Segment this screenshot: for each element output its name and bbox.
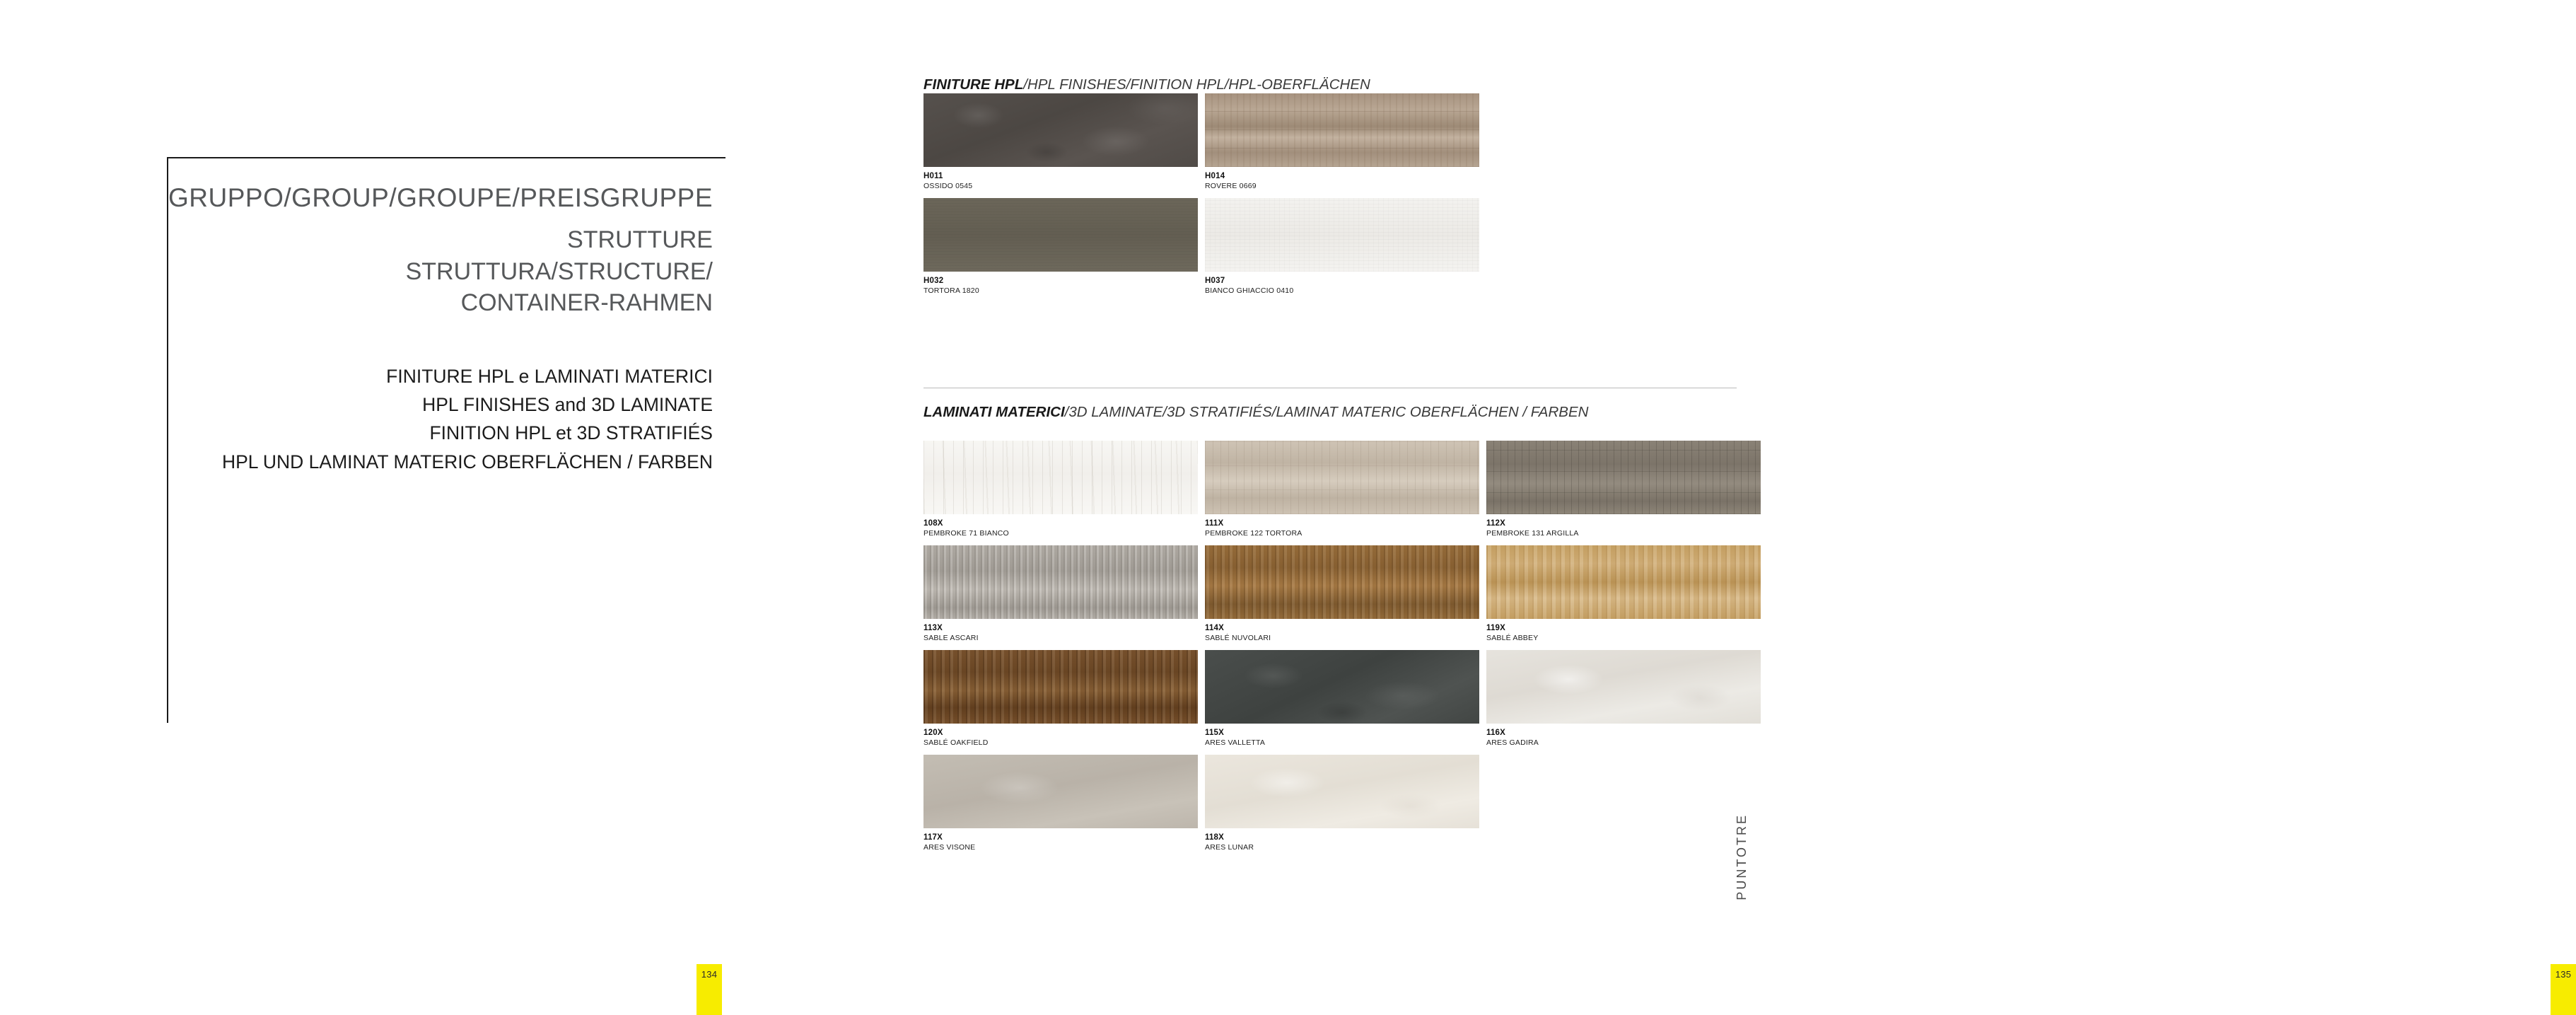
- swatch-name: PEMBROKE 71 BIANCO: [923, 529, 1009, 538]
- title-sub-line-1: STRUTTURE: [567, 226, 713, 254]
- page-title: GRUPPO/GROUP/GROUPE/PREISGRUPPE: [168, 183, 713, 212]
- swatch-cell[interactable]: [923, 650, 1198, 724]
- grid-spacer: [1198, 198, 1205, 272]
- swatch-cell[interactable]: [1205, 198, 1479, 272]
- swatch-name: SABLÉ NUVOLARI: [1205, 634, 1271, 642]
- swatch-label: [1486, 619, 1761, 650]
- swatch-name: SABLÉ ABBEY: [1486, 634, 1539, 642]
- grid-spacer: [1198, 828, 1205, 859]
- subtitle-line-fr: FINITION HPL et 3D STRATIFIÉS: [429, 422, 713, 444]
- subtitle-line-en: HPL FINISHES and 3D LAMINATE: [422, 394, 713, 416]
- swatch-code: 119X: [1486, 624, 1506, 632]
- subtitle-line-de: HPL UND LAMINAT MATERIC OBERFLÄCHEN / FARBEN: [221, 451, 713, 472]
- title-sub-line-2: STRUTTURA/STRUCTURE/: [405, 257, 713, 285]
- swatch-code: H032: [923, 277, 944, 285]
- swatch-code: H014: [1205, 172, 1225, 180]
- swatch-label: [1486, 514, 1761, 545]
- swatch-image: [1486, 545, 1761, 619]
- grid-spacer: [1479, 828, 1486, 859]
- swatch-image: [923, 93, 1198, 167]
- swatch-cell[interactable]: [1205, 93, 1479, 167]
- swatch-image: [1205, 441, 1479, 514]
- swatch-cell[interactable]: [923, 545, 1198, 619]
- grid-spacer: [1198, 755, 1205, 828]
- swatch-cell[interactable]: [923, 755, 1198, 828]
- grid-spacer: [1479, 755, 1486, 828]
- swatch-cell[interactable]: [923, 93, 1198, 167]
- swatch-cell[interactable]: [923, 441, 1198, 514]
- grid-spacer: [1486, 828, 1761, 859]
- swatch-image: [923, 650, 1198, 724]
- swatch-image: [1205, 93, 1479, 167]
- swatch-code: 114X: [1205, 624, 1225, 632]
- swatch-cell[interactable]: [923, 198, 1198, 272]
- subtitle-line-it: FINITURE HPL e LAMINATI MATERICI: [386, 365, 713, 387]
- grid-spacer: [1198, 272, 1205, 303]
- swatch-name: OSSIDO 0545: [923, 182, 973, 190]
- swatch-label: [923, 514, 1198, 545]
- swatch-code: 118X: [1205, 833, 1225, 842]
- grid-spacer: [1198, 650, 1205, 724]
- swatch-cell[interactable]: [1486, 441, 1761, 514]
- swatch-name: SABLÉ OAKFIELD: [923, 738, 989, 747]
- swatch-label: [923, 828, 1198, 859]
- swatch-code: 116X: [1486, 729, 1506, 737]
- swatch-cell[interactable]: [1486, 545, 1761, 619]
- grid-spacer: [1198, 514, 1205, 545]
- swatch-cell[interactable]: [1205, 545, 1479, 619]
- grid-spacer: [1479, 724, 1486, 755]
- swatch-code: 117X: [923, 833, 943, 842]
- title-subtitle-group: [168, 224, 725, 318]
- swatch-label: [1205, 167, 1479, 198]
- swatch-label: [923, 724, 1198, 755]
- swatch-cell[interactable]: [1205, 441, 1479, 514]
- swatch-name: ARES GADIRA: [1486, 738, 1539, 747]
- page-number-right: 135: [2551, 964, 2576, 1015]
- swatch-image: [1205, 198, 1479, 272]
- swatch-cell[interactable]: [1205, 755, 1479, 828]
- section-heading-laminati: [923, 404, 1588, 421]
- swatch-name: PEMBROKE 122 TORTORA: [1205, 529, 1302, 538]
- title-block: [167, 157, 725, 723]
- swatch-cell[interactable]: [1486, 650, 1761, 724]
- swatch-label: [1205, 828, 1479, 859]
- page-number-left: 134: [697, 964, 722, 1015]
- swatch-image: [1486, 650, 1761, 724]
- swatch-image: [923, 545, 1198, 619]
- right-page: [884, 0, 2572, 1013]
- grid-spacer: [1198, 93, 1205, 167]
- grid-spacer: [1479, 619, 1486, 650]
- brand-vertical-text: PUNTOTRE: [1735, 813, 1749, 900]
- grid-spacer: [1479, 545, 1486, 619]
- grid-spacer: [1198, 441, 1205, 514]
- title-sub-line-3: CONTAINER-RAHMEN: [460, 289, 713, 316]
- swatch-grid-laminati: [923, 441, 1761, 859]
- swatch-label: [923, 619, 1198, 650]
- grid-spacer: [1479, 650, 1486, 724]
- subtitle-list: [168, 362, 725, 476]
- section-heading-hpl: [923, 76, 1370, 93]
- swatch-image: [1205, 755, 1479, 828]
- swatch-name: TORTORA 1820: [923, 286, 979, 295]
- grid-spacer: [1479, 441, 1486, 514]
- swatch-image: [923, 755, 1198, 828]
- swatch-code: 112X: [1486, 519, 1506, 528]
- swatch-label: [1205, 724, 1479, 755]
- swatch-code: H037: [1205, 277, 1225, 285]
- swatch-name: ARES LUNAR: [1205, 843, 1254, 852]
- swatch-image: [1205, 650, 1479, 724]
- left-page: [0, 0, 884, 1013]
- grid-spacer: [1198, 545, 1205, 619]
- section-heading-laminati-rest: /3D LAMINATE/3D STRATIFIÉS/LAMINAT MATERIC OBERFLÄCHEN / FARBEN: [1064, 404, 1589, 420]
- swatch-code: 111X: [1205, 519, 1224, 528]
- swatch-name: ARES VALLETTA: [1205, 738, 1266, 747]
- swatch-image: [923, 441, 1198, 514]
- swatch-cell[interactable]: [1205, 650, 1479, 724]
- swatch-name: ARES VISONE: [923, 843, 976, 852]
- swatch-image: [1486, 441, 1761, 514]
- grid-spacer: [1198, 724, 1205, 755]
- swatch-label: [1205, 272, 1479, 303]
- swatch-label: [923, 167, 1198, 198]
- swatch-name: ROVERE 0669: [1205, 182, 1257, 190]
- swatch-grid-hpl: [923, 93, 1479, 303]
- swatch-name: PEMBROKE 131 ARGILLA: [1486, 529, 1579, 538]
- section-heading-laminati-bold: LAMINATI MATERICI: [923, 404, 1065, 420]
- swatch-image: [923, 198, 1198, 272]
- swatch-label: [923, 272, 1198, 303]
- section-heading-hpl-rest: /HPL FINISHES/FINITION HPL/HPL-OBERFLÄCHEN: [1023, 76, 1370, 93]
- swatch-label: [1486, 724, 1761, 755]
- swatch-code: 108X: [923, 519, 943, 528]
- swatch-image: [1205, 545, 1479, 619]
- grid-spacer: [1479, 514, 1486, 545]
- swatch-name: SABLE ASCARI: [923, 634, 979, 642]
- swatch-code: H011: [923, 172, 943, 180]
- swatch-label: [1205, 514, 1479, 545]
- swatch-code: 120X: [923, 729, 943, 737]
- swatch-code: 115X: [1205, 729, 1225, 737]
- swatch-name: BIANCO GHIACCIO 0410: [1205, 286, 1294, 295]
- grid-spacer: [1198, 619, 1205, 650]
- grid-spacer: [1198, 167, 1205, 198]
- swatch-code: 113X: [923, 624, 943, 632]
- section-heading-hpl-bold: FINITURE HPL: [923, 76, 1024, 93]
- swatch-label: [1205, 619, 1479, 650]
- grid-spacer: [1486, 755, 1761, 828]
